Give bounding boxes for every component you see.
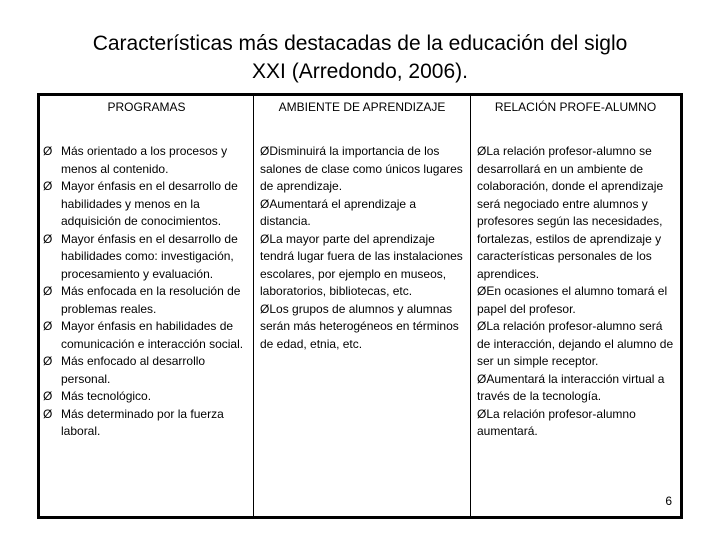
arrow-bullet-icon: Ø (477, 284, 487, 298)
list-item (43, 143, 251, 178)
list-item (43, 283, 251, 318)
arrow-bullet-icon: Ø (43, 284, 53, 298)
list-item-text: Mayor énfasis en el desarrollo de habilidades y menos en la adquisición de conocimientos. (61, 179, 238, 228)
arrow-bullet-icon: Ø (477, 406, 487, 421)
list-item-text: Aumentará la interacción virtual a través de la tecnología. (477, 371, 665, 403)
list-item-text: La mayor parte del aprendizaje tendrá lugar fuera de las instalaciones escolares, por ejemplo en museos, laboratorios, bibliotecas, etc. (260, 231, 463, 298)
arrow-bullet-icon: Ø (43, 389, 53, 403)
list-item-text: Aumentará el aprendizaje a distancia. (260, 196, 417, 228)
column-relacion (471, 96, 680, 516)
list-item-text: Más enfocado al desarrollo personal. (61, 354, 206, 386)
list-item-text: Mayor énfasis en el desarrollo de habilidades como: investigación, procesamiento y evaluación. (61, 231, 238, 281)
arrow-bullet-icon: Ø (260, 144, 270, 158)
list-item-text: Disminuirá la importancia de los salones de clase como únicos lugares de aprendizaje. (260, 144, 463, 193)
title-line-2: XXI (Arredondo, 2006). (252, 60, 468, 83)
list-item (260, 231, 466, 301)
arrow-bullet-icon: Ø (260, 301, 270, 316)
slide-title (0, 30, 720, 86)
column-header: RELACIÓN PROFE-ALUMNO (494, 100, 657, 114)
arrow-bullet-icon: Ø (477, 144, 487, 158)
column-ambiente (253, 96, 471, 516)
column-header: PROGRAMAS (107, 100, 186, 114)
item-list (471, 143, 680, 441)
list-item (43, 231, 251, 284)
list-item-text: Mayor énfasis en habilidades de comunicación e interacción social. (61, 319, 244, 351)
list-item-text: La relación profesor-alumno aumentará. (477, 406, 636, 438)
list-item (43, 353, 251, 388)
arrow-bullet-icon: Ø (43, 231, 53, 246)
list-item (260, 301, 466, 354)
arrow-bullet-icon: Ø (260, 231, 270, 246)
title-line-1: Características más destacadas de la educación del siglo (92, 32, 628, 55)
column-programas (40, 96, 253, 516)
list-item-text: Más enfocada en la resolución de problemas reales. (61, 284, 241, 316)
item-list (40, 143, 253, 441)
column-header: AMBIENTE DE APRENDIZAJE (278, 100, 446, 114)
arrow-bullet-icon: Ø (477, 371, 487, 386)
list-item (43, 406, 251, 441)
arrow-bullet-icon: Ø (43, 354, 53, 368)
list-item-text: Más orientado a los procesos y menos al contenido. (61, 144, 228, 176)
list-item (43, 318, 251, 353)
list-item-text: La relación profesor-alumno será de interacción, dejando el alumno de ser un simple receptor. (477, 319, 674, 368)
arrow-bullet-icon: Ø (43, 144, 53, 158)
list-item-text: Los grupos de alumnos y alumnas serán más heterogéneos en términos de edad, etnia, etc. (260, 301, 459, 351)
list-item (477, 143, 676, 283)
arrow-bullet-icon: Ø (260, 196, 270, 211)
list-item (43, 178, 251, 231)
list-item-text: La relación profesor-alumno se desarrollará en un ambiente de colaboración, donde el aprendizaje será negociado entre alumnos y profesores según las necesidades, fortalezas, estilos de aprendizaje y características personales de los aprendices. (477, 144, 664, 281)
page-number: 6 (665, 494, 672, 508)
arrow-bullet-icon: Ø (477, 319, 487, 333)
comparison-table (37, 93, 683, 519)
list-item-text: Más tecnológico. (61, 389, 152, 403)
list-item (477, 371, 676, 406)
list-item-text: Más determinado por la fuerza laboral. (61, 406, 224, 438)
arrow-bullet-icon: Ø (43, 179, 53, 193)
list-item-text: En ocasiones el alumno tomará el papel del profesor. (477, 284, 668, 316)
list-item (43, 388, 251, 406)
arrow-bullet-icon: Ø (43, 319, 53, 333)
list-item (477, 283, 676, 318)
list-item (477, 318, 676, 371)
arrow-bullet-icon: Ø (43, 406, 53, 421)
item-list (254, 143, 470, 353)
list-item (477, 406, 676, 441)
list-item (260, 143, 466, 196)
list-item (260, 196, 466, 231)
